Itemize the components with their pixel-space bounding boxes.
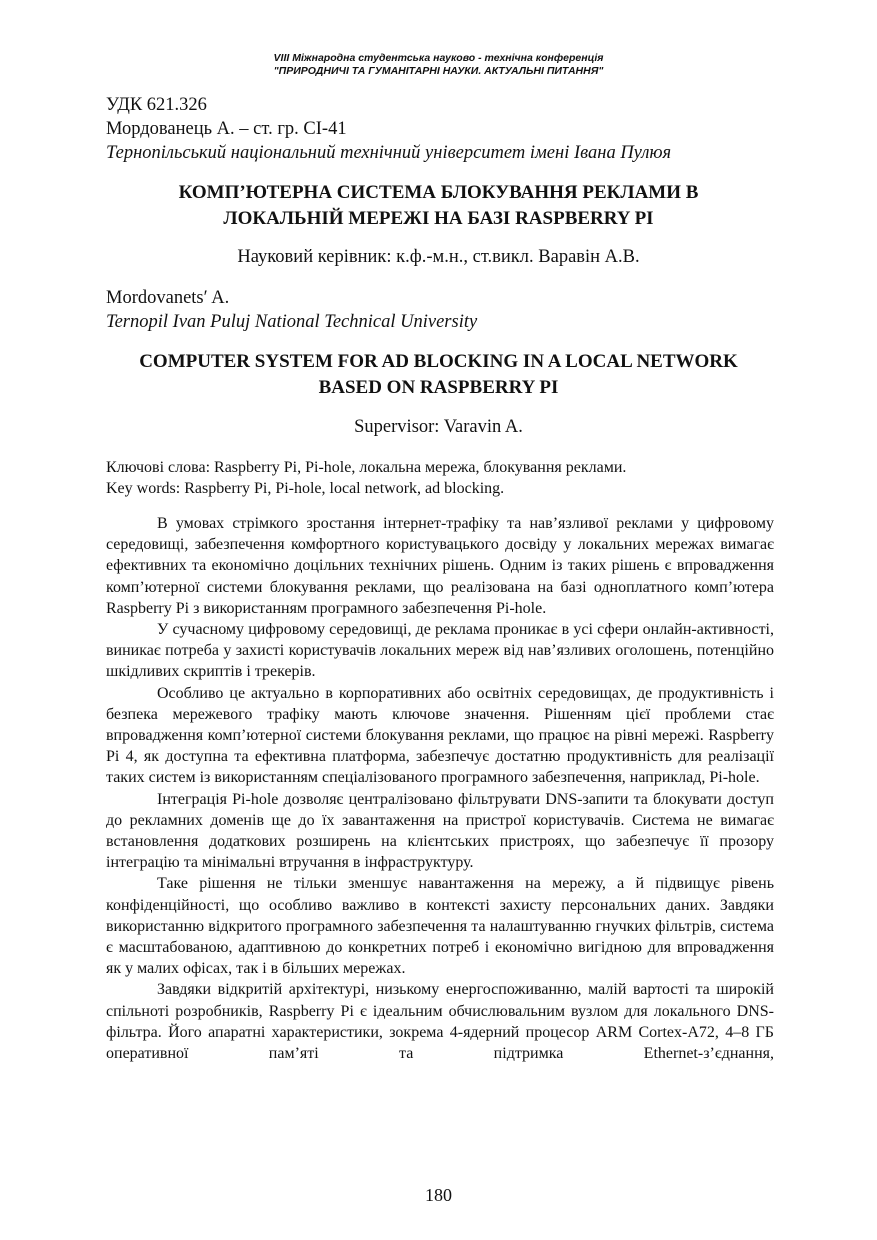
udc-code: УДК 621.326: [106, 95, 207, 115]
ua-title-line2: ЛОКАЛЬНІЙ МЕРЕЖІ НА БАЗІ RASPBERRY PI: [223, 208, 654, 229]
body-paragraph: Інтеграція Pi-hole дозволяє централізовано фільтрувати DNS-запити та блокувати доступ до рекламних доменів ще до їх завантаження на пристрої користувачів. Система не вимагає встановлення додаткових розширень на клієнтських пристроях, що забезпечує її прозору інтеграцію та мінімальні втручання в інфраструктуру.: [106, 790, 774, 872]
body-paragraph: У сучасному цифровому середовищі, де реклама проникає в усі сфери онлайн-активності, виникає потреба у захисті користувачів локальних мереж від нав’язливих оголошень, потенційно шкідливих скриптів і трекерів.: [106, 621, 774, 681]
keywords-block: [106, 457, 626, 499]
en-title: [80, 349, 797, 401]
en-title-line2: BASED ON RASPBERRY PI: [318, 377, 559, 398]
conference-header-line2: "ПРИРОДНИЧІ ТА ГУМАНІТАРНІ НАУКИ. АКТУАЛЬНІ ПИТАННЯ": [273, 65, 604, 77]
body-paragraph: В умовах стрімкого зростання інтернет-трафіку та нав’язливої реклами у цифровому середовищі, забезпечення комфортного користувацького досвіду у локальних мережах вимагає ефективних та економічно доцільних технічних рішень. Одним із таких рішень є впровадження комп’ютерної системи блокування реклами, що реалізована на базі одноплатного комп’ютера Raspberry Pi з використанням програмного забезпечення Pi-hole.: [106, 515, 774, 617]
body-paragraph: Таке рішення не тільки зменшує навантаження на мережу, а й підвищує рівень конфіденційності, що особливо важливо в контексті захисту персональних даних. Завдяки використанню відкритого програмного забезпечення та налаштуванню гнучких фільтрів, система є масштабованою, адаптивною до конкретних потреб і економічно вигідною для впровадження як у малих офісах, так і в більших мережах.: [106, 875, 774, 978]
conference-header: [0, 52, 877, 78]
body-paragraph: Особливо це актуально в корпоративних або освітніх середовищах, де продуктивність і безпека мережевого трафіку мають ключове значення. Рішенням цієї проблеми стає впровадження комп’ютерної системи блокування реклами, що працює на рівні мережі. Raspberry Pi 4, як доступна та ефективна платформа, забезпечує достатню продуктивність для реалізації таких систем із використанням спеціалізованого програмного забезпечення, наприклад, Pi-hole.: [106, 684, 774, 787]
conference-header-line1: VIII Міжнародна студентська науково - технічна конференція: [273, 52, 604, 64]
en-author-block: [106, 286, 477, 334]
en-supervisor: Supervisor: Varavin A.: [354, 417, 523, 437]
body-text: [106, 513, 774, 1064]
ua-institution: Тернопільський національний технічний університет імені Івана Пулюя: [106, 143, 672, 163]
body-paragraph: Завдяки відкритій архітектурі, низькому енергоспоживанню, малій вартості та широкій спільноті розробників, Raspberry Pi є ідеальним обчислювальним вузлом для локального DNS-фільтра. Його апаратні характеристики, зокрема 4-ядерний процесор ARM Cortex-A72, 4–8 ГБ оперативної пам’яті та підтримка Ethernet-з’єднання,: [106, 981, 774, 1063]
ua-supervisor: Науковий керівник: к.ф.-м.н., ст.викл. Варавін А.В.: [237, 247, 640, 267]
ua-author: Мордованець А. – ст. гр. СІ-41: [106, 119, 347, 139]
en-author: Mordovanets′ A.: [106, 288, 230, 308]
keywords-ua: Ключові слова: Raspberry Pi, Pi-hole, локальна мережа, блокування реклами.: [106, 459, 627, 476]
keywords-en: Key words: Raspberry Pi, Pi-hole, local network, ad blocking.: [106, 480, 505, 497]
page-number: 180: [425, 1185, 452, 1205]
en-title-line1: COMPUTER SYSTEM FOR AD BLOCKING IN A LOCAL NETWORK: [139, 351, 738, 372]
ua-title-line1: КОМП’ЮТЕРНА СИСТЕМА БЛОКУВАННЯ РЕКЛАМИ В: [178, 182, 699, 203]
ua-title: [80, 180, 797, 232]
en-institution: Ternopil Ivan Puluj National Technical University: [106, 312, 478, 332]
ua-author-block: [106, 93, 671, 165]
